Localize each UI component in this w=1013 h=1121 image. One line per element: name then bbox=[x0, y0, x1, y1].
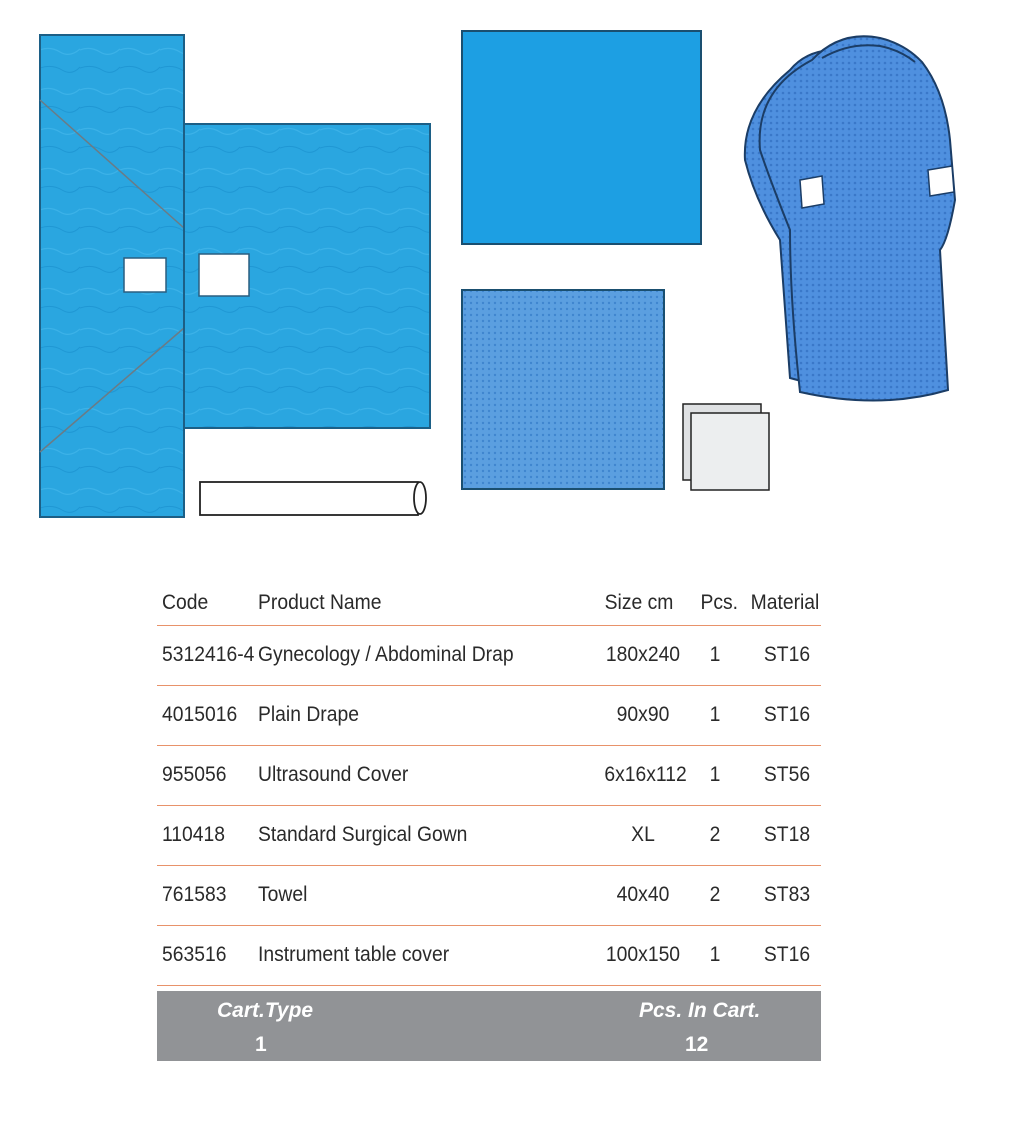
cart-type-value: 1 bbox=[255, 1033, 267, 1056]
row-product-name: Plain Drape bbox=[258, 703, 359, 726]
row-code: 5312416-4 bbox=[162, 643, 255, 666]
row-product-name: Instrument table cover bbox=[258, 943, 450, 966]
row-size: XL bbox=[631, 823, 655, 846]
row-pcs: 1 bbox=[709, 763, 721, 786]
row-product-name: Towel bbox=[258, 883, 308, 906]
row-material: ST56 bbox=[763, 763, 811, 786]
header-product-name: Product Name bbox=[258, 591, 382, 614]
row-size: 100x150 bbox=[605, 943, 681, 966]
row-material: ST83 bbox=[763, 883, 811, 906]
row-size: 40x40 bbox=[616, 883, 670, 906]
row-size: 90x90 bbox=[616, 703, 670, 726]
plain-drape-illustration bbox=[462, 31, 701, 244]
row-code: 563516 bbox=[162, 943, 227, 966]
towel-illustration bbox=[683, 404, 769, 490]
row-product-name: Ultrasound Cover bbox=[258, 763, 409, 786]
product-table bbox=[157, 582, 821, 986]
pcs-in-cart-label: Pcs. In Cart. bbox=[639, 999, 761, 1022]
row-pcs: 2 bbox=[709, 823, 721, 846]
table-row bbox=[157, 926, 821, 986]
header-material: Material bbox=[750, 591, 820, 614]
row-code: 110418 bbox=[162, 823, 226, 846]
table-row bbox=[157, 686, 821, 746]
header-pcs: Pcs. bbox=[700, 591, 739, 614]
cart-info-bar bbox=[157, 991, 821, 1061]
standard-surgical-gown-illustration bbox=[745, 36, 955, 400]
product-illustrations bbox=[0, 0, 1013, 540]
row-code: 761583 bbox=[162, 883, 227, 906]
row-pcs: 1 bbox=[709, 943, 721, 966]
cart-type-label: Cart.Type bbox=[217, 999, 314, 1022]
row-material: ST16 bbox=[763, 943, 811, 966]
row-pcs: 2 bbox=[709, 883, 721, 906]
header-size: Size cm bbox=[604, 591, 674, 614]
row-material: ST18 bbox=[763, 823, 811, 846]
row-pcs: 1 bbox=[709, 703, 721, 726]
row-material: ST16 bbox=[763, 703, 811, 726]
table-row bbox=[157, 746, 821, 806]
row-code: 955056 bbox=[162, 763, 227, 786]
table-header-row bbox=[157, 582, 821, 626]
row-size: 180x240 bbox=[605, 643, 681, 666]
header-code: Code bbox=[162, 591, 209, 614]
table-row bbox=[157, 806, 821, 866]
table-row bbox=[157, 866, 821, 926]
instrument-table-cover-illustration bbox=[462, 290, 664, 489]
row-code: 4015016 bbox=[162, 703, 238, 726]
row-product-name: Gynecology / Abdominal Drap bbox=[258, 643, 514, 666]
table-row bbox=[157, 626, 821, 686]
ultrasound-cover-illustration bbox=[200, 482, 426, 515]
row-product-name: Standard Surgical Gown bbox=[258, 823, 468, 846]
gynecology-abdominal-drape-illustration bbox=[40, 35, 430, 517]
row-material: ST16 bbox=[763, 643, 811, 666]
row-size: 6x16x112 bbox=[604, 763, 687, 786]
pcs-in-cart-value: 12 bbox=[685, 1033, 709, 1056]
row-pcs: 1 bbox=[709, 643, 721, 666]
